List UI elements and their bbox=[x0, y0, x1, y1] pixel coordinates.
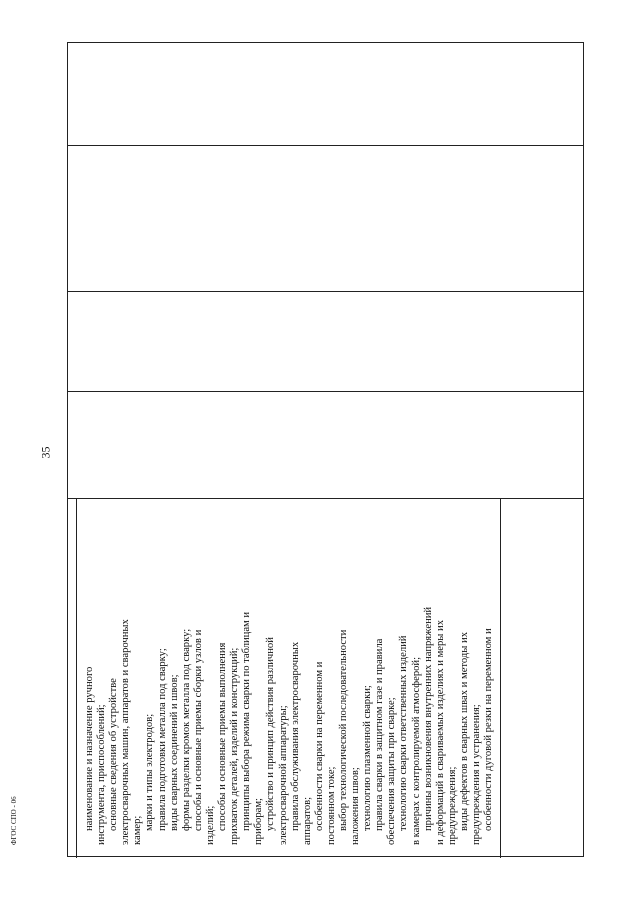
text-line: марки и типы электродов; bbox=[144, 713, 156, 831]
text-line: виды дефектов в сварных швах и методы их bbox=[458, 632, 470, 831]
text-line: формы разделки кромок металла под сварку; bbox=[180, 628, 192, 831]
text-line: наложения швов; bbox=[350, 767, 362, 845]
knowledge-list-cell bbox=[84, 500, 574, 845]
text-line: способы и основные приемы выполнения bbox=[217, 642, 229, 831]
text-line: виды сварных соединений и швов; bbox=[168, 674, 180, 831]
text-line: прихваток деталей, изделий и конструкций; bbox=[229, 647, 241, 845]
text-line: камер; bbox=[132, 815, 144, 845]
text-line: способы и основные приемы сборки узлов и bbox=[192, 629, 204, 831]
text-line: выбор технологической последовательности bbox=[337, 629, 349, 831]
text-line: принципы выбора режима сварки по таблицам и bbox=[241, 611, 253, 831]
text-line: изделий; bbox=[204, 805, 216, 845]
text-line: предупреждения; bbox=[446, 766, 458, 845]
text-line: технологию плазменной сварки; bbox=[362, 685, 374, 831]
text-line: постоянном токе; bbox=[325, 766, 337, 845]
row-divider-1 bbox=[68, 145, 583, 146]
text-line: в камерах с контролируемой атмосферой; bbox=[410, 656, 422, 845]
row-divider-4 bbox=[68, 498, 583, 499]
text-line: обеспечения защиты при сварке; bbox=[386, 697, 398, 845]
text-line: основные сведения об устройстве bbox=[108, 678, 120, 831]
text-line: приборам; bbox=[253, 798, 265, 845]
text-line: электросварочных машин, аппаратов и сварочных bbox=[120, 619, 132, 845]
text-line: причины возникновения внутренних напряжений bbox=[422, 606, 434, 831]
footer-code: ФГОС СПО - 06 bbox=[10, 796, 18, 845]
text-line: устройство и принцип действия различной bbox=[265, 637, 277, 831]
text-line: правила подготовки металла под сварку; bbox=[156, 648, 168, 831]
text-line: особенности сварки на переменном и bbox=[313, 661, 325, 831]
row-divider-3 bbox=[68, 391, 583, 392]
text-line: аппаратов; bbox=[301, 796, 313, 845]
text-line: технологию сварки ответственных изделий bbox=[398, 635, 410, 831]
text-line: правила обслуживания электросварочных bbox=[289, 641, 301, 831]
text-line: электросварочной аппаратуры; bbox=[277, 705, 289, 845]
text-line: предупреждения и устранения; bbox=[471, 704, 482, 845]
text-line: наименование и назначение ручного bbox=[84, 666, 95, 831]
text-line: правила сварки в защитном газе и правила bbox=[374, 638, 386, 831]
text-line: особенности дуговой резки на переменном и bbox=[483, 628, 495, 831]
text-line: и деформаций в свариваемых изделиях и меры их bbox=[434, 619, 446, 845]
column-divider-left bbox=[76, 498, 77, 858]
page-number: 35 bbox=[38, 446, 53, 459]
text-line: инструмента, приспособлений; bbox=[96, 704, 108, 845]
row-divider-2 bbox=[68, 291, 583, 292]
